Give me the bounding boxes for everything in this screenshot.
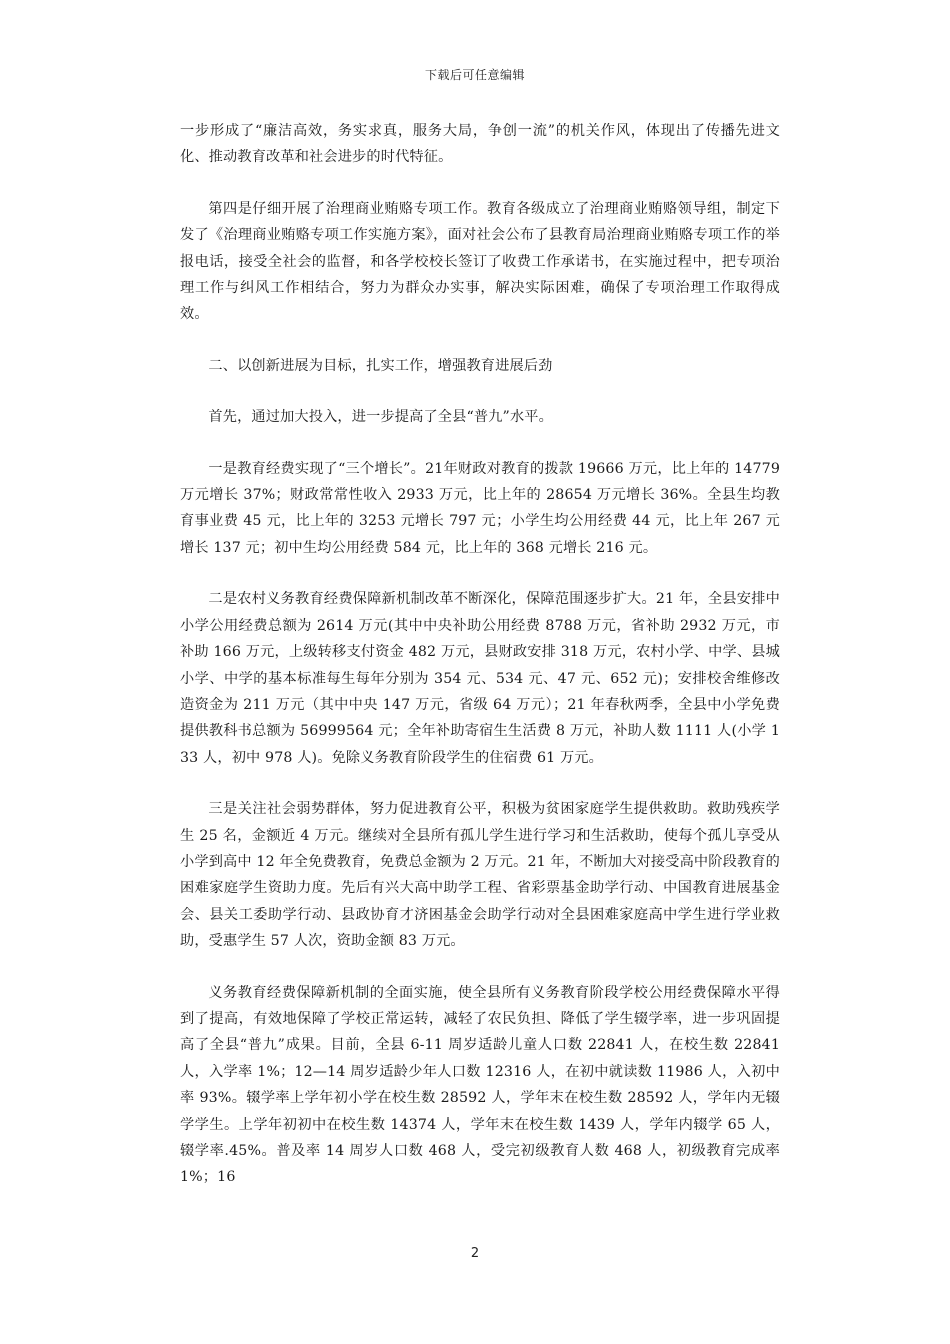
page-number: 2 [470, 1246, 480, 1261]
section-heading: 二、以创新进展为目标，扎实工作，增强教育进展后劲 [208, 357, 553, 374]
paragraph-anti-bribery: 第四是仔细开展了治理商业贿赂专项工作。教育各级成立了治理商业贿赂领导组，制定下发了《治理商业贿赂专项工作实施方案》，面对社会公布了县教育局治理商业贿赂专项工作的举报电话，接受全社会的监督，和各学校校长签订了收费工作承诺书，在实施过程中，把专项治理工作与纠风工作相结合，努力为群众办实事，解决实际困难，确保了专项治理工作取得成效。 [180, 200, 780, 323]
paragraph-first-point: 首先，通过加大投入，进一步提高了全县“普九”水平。 [208, 409, 553, 426]
document-body [180, 118, 780, 1191]
paragraph-funding-growth: 一是教育经费实现了“三个增长”。21年财政对教育的拨款 19666 万元，比上年的 14779 万元增长 37%；财政常常性收入 2933 万元，比上年的 28654 万元增长 36%。全县生均教育事业费 45 元，比上年的 3253 元增长 797 元；小学生均公用经费 44 元，比上年 267 元增长 137 元；初中生均公用经费 584 元，比上年的 368 元增长 216 元。 [180, 460, 780, 556]
page-header: 下载后可任意编辑 [424, 68, 525, 82]
paragraph-compulsory-education: 义务教育经费保障新机制的全面实施，使全县所有义务教育阶段学校公用经费保障水平得到了提高，有效地保障了学校正常运转，减轻了农民负担、降低了学生辍学率，进一步巩固提高了全县“普九”成果。目前，全县 6-11 周岁适龄儿童人口数 22841 人，在校生数 22841 人，入学率 1%；12—14 周岁适龄少年人口数 12316 人，在初中就读数 11986 人，入初中率 93%。辍学率上学年初小学在校生数 28592 人，学年末在校生数 28592 人，学年内无辍学学生。上学年初初中在校生数 14374 人，学年末在校生数 1439 人，学年内辍学 65 人，辍学率.45%。普及率 14 周岁人口数 468 人，受完初级教育人数 468 人，初级教育完成率 1%；16 [180, 984, 780, 1186]
paragraph-vulnerable-groups: 三是关注社会弱势群体，努力促进教育公平，积极为贫困家庭学生提供救助。救助残疾学生 25 名，金额近 4 万元。继续对全县所有孤儿学生进行学习和生活救助，使每个孤儿享受从小学到高中 12 年全免费教育，免费总金额为 2 万元。21 年，不断加大对接受高中阶段教育的困难家庭学生资助力度。先后有兴大高中助学工程、省彩票基金助学行动、中国教育进展基金会、县关工委助学行动、县政协育才济困基金会助学行动对全县困难家庭高中学生进行学业救助，受惠学生 57 人次，资助金额 83 万元。 [180, 801, 780, 950]
paragraph-rural-funding: 二是农村义务教育经费保障新机制改革不断深化，保障范围逐步扩大。21 年，全县安排中小学公用经费总额为 2614 万元(其中中央补助公用经费 8788 万元，省补助 2932 万元，市补助 166 万元，上级转移支付资金 482 万元，县财政安排 318 万元，农村小学、中学、县城小学、中学的基本标准每生每年分别为 354 元、534 元、47 元、652 元)；安排校舍维修改造资金为 211 万元（其中中央 147 万元，省级 64 万元）；21 年春秋两季，全县中小学免费提供教科书总额为 56999564 元；全年补助寄宿生生活费 8 万元，补助人数 1111 人(小学 133 人，初中 978 人)。免除义务教育阶段学生的住宿费 61 万元。 [180, 591, 780, 766]
paragraph-continuation: 一步形成了“廉洁高效，务实求真，服务大局，争创一流”的机关作风，体现出了传播先进文化、推动教育改革和社会进步的时代特征。 [180, 123, 780, 166]
